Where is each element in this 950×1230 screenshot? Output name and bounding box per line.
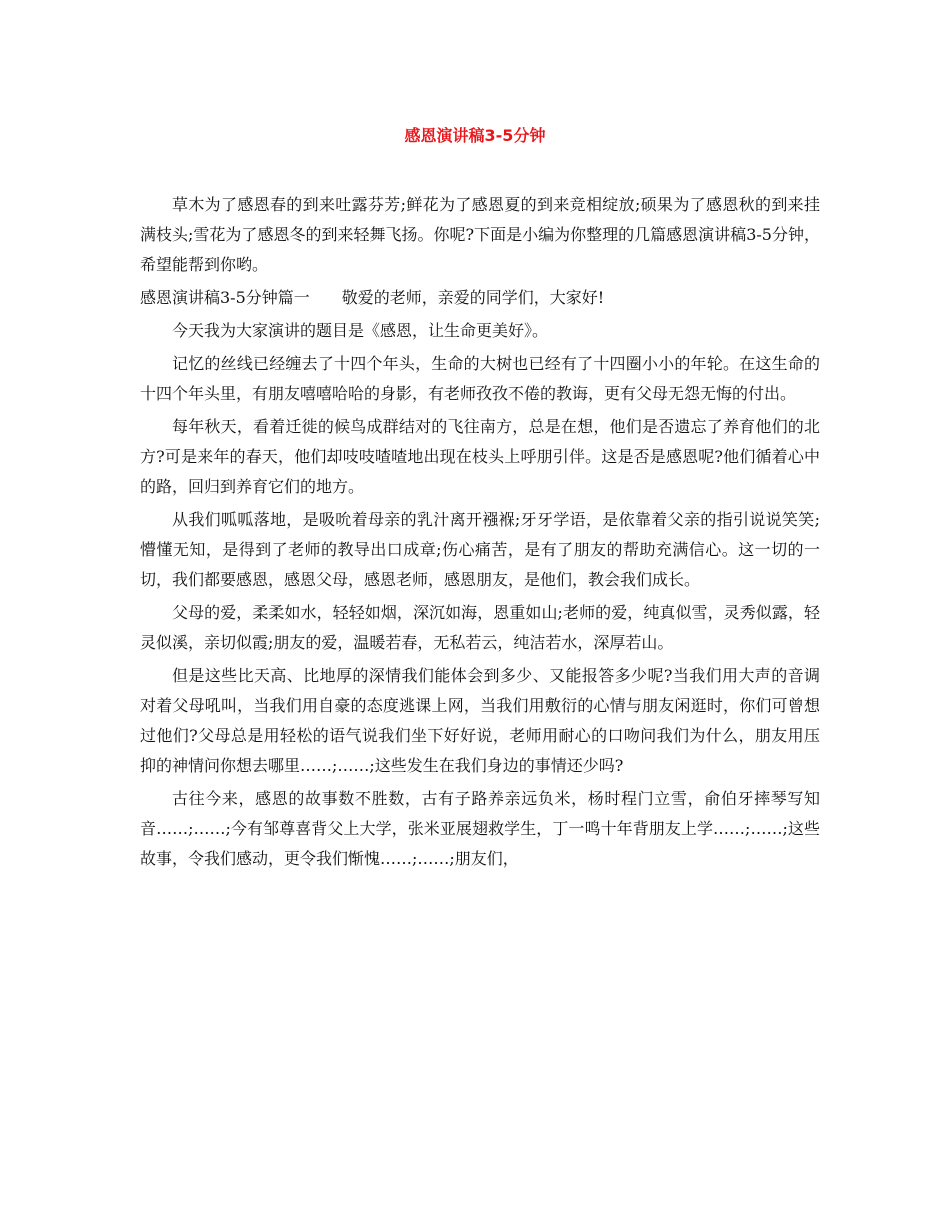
document-title: 感恩演讲稿3-5分钟 [404,126,546,145]
document-body [140,190,820,877]
paragraph-birds: 每年秋天，看着迁徙的候鸟成群结对的飞往南方，总是在想，他们是否遗忘了养育他们的北方?可是来年的春天，他们却吱吱喳喳地出现在枝头上呼朋引伴。这是否是感恩呢?他们循着心中的路，回归到养育它们的地方。 [140,417,820,496]
section-line [140,283,820,313]
greeting-text: 敬爱的老师，亲爱的同学们，大家好! [341,288,605,307]
paragraph-topic: 今天我为大家演讲的题目是《感恩，让生命更美好》。 [172,321,549,340]
paragraph-intro: 草木为了感恩春的到来吐露芬芳;鲜花为了感恩夏的到来竞相绽放;硕果为了感恩秋的到来挂满枝头;雪花为了感恩冬的到来轻舞飞扬。你呢?下面是小编为你整理的几篇感恩演讲稿3-5分钟，希望能帮到你哟。 [140,195,820,274]
paragraph-growth: 从我们呱呱落地，是吸吮着母亲的乳汁离开襁褓;牙牙学语，是依靠着父亲的指引说说笑笑;懵懂无知，是得到了老师的教导出口成章;伤心痛苦，是有了朋友的帮助充满信心。这一切的一切，我们都要感恩，感恩父母，感恩老师，感恩朋友，是他们，教会我们成长。 [140,510,820,589]
paragraph-memory: 记忆的丝线已经缠去了十四个年头，生命的大树也已经有了十四圈小小的年轮。在这生命的十四个年头里，有朋友嘻嘻哈哈的身影，有老师孜孜不倦的教诲，更有父母无怨无悔的付出。 [140,354,820,403]
paragraph-love: 父母的爱，柔柔如水，轻轻如烟，深沉如海，恩重如山;老师的爱，纯真似雪，灵秀似露，轻灵似溪，亲切似霞;朋友的爱，温暖若春，无私若云，纯洁若水，深厚若山。 [140,603,820,652]
paragraph-stories: 古往今来，感恩的故事数不胜数，古有子路养亲远负米，杨时程门立雪，俞伯牙摔琴写知音……;……;今有邹尊喜背父上大学，张米亚展翅救学生，丁一鸣十年背朋友上学……;……;这些故事，令我们感动，更令我们惭愧……;……;朋友们， [140,789,820,868]
paragraph-reflection: 但是这些比天高、比地厚的深情我们能体会到多少、又能报答多少呢?当我们用大声的音调对着父母吼叫，当我们用自豪的态度逃课上网，当我们用敷衍的心情与朋友闲逛时，你们可曾想过他们?父母总是用轻松的语气说我们坐下好好说，老师用耐心的口吻问我们为什么，朋友用压抑的神情问你想去哪里……;……;这些发生在我们身边的事情还少吗? [140,666,820,775]
section-heading: 感恩演讲稿3-5分钟篇一 [140,288,310,307]
